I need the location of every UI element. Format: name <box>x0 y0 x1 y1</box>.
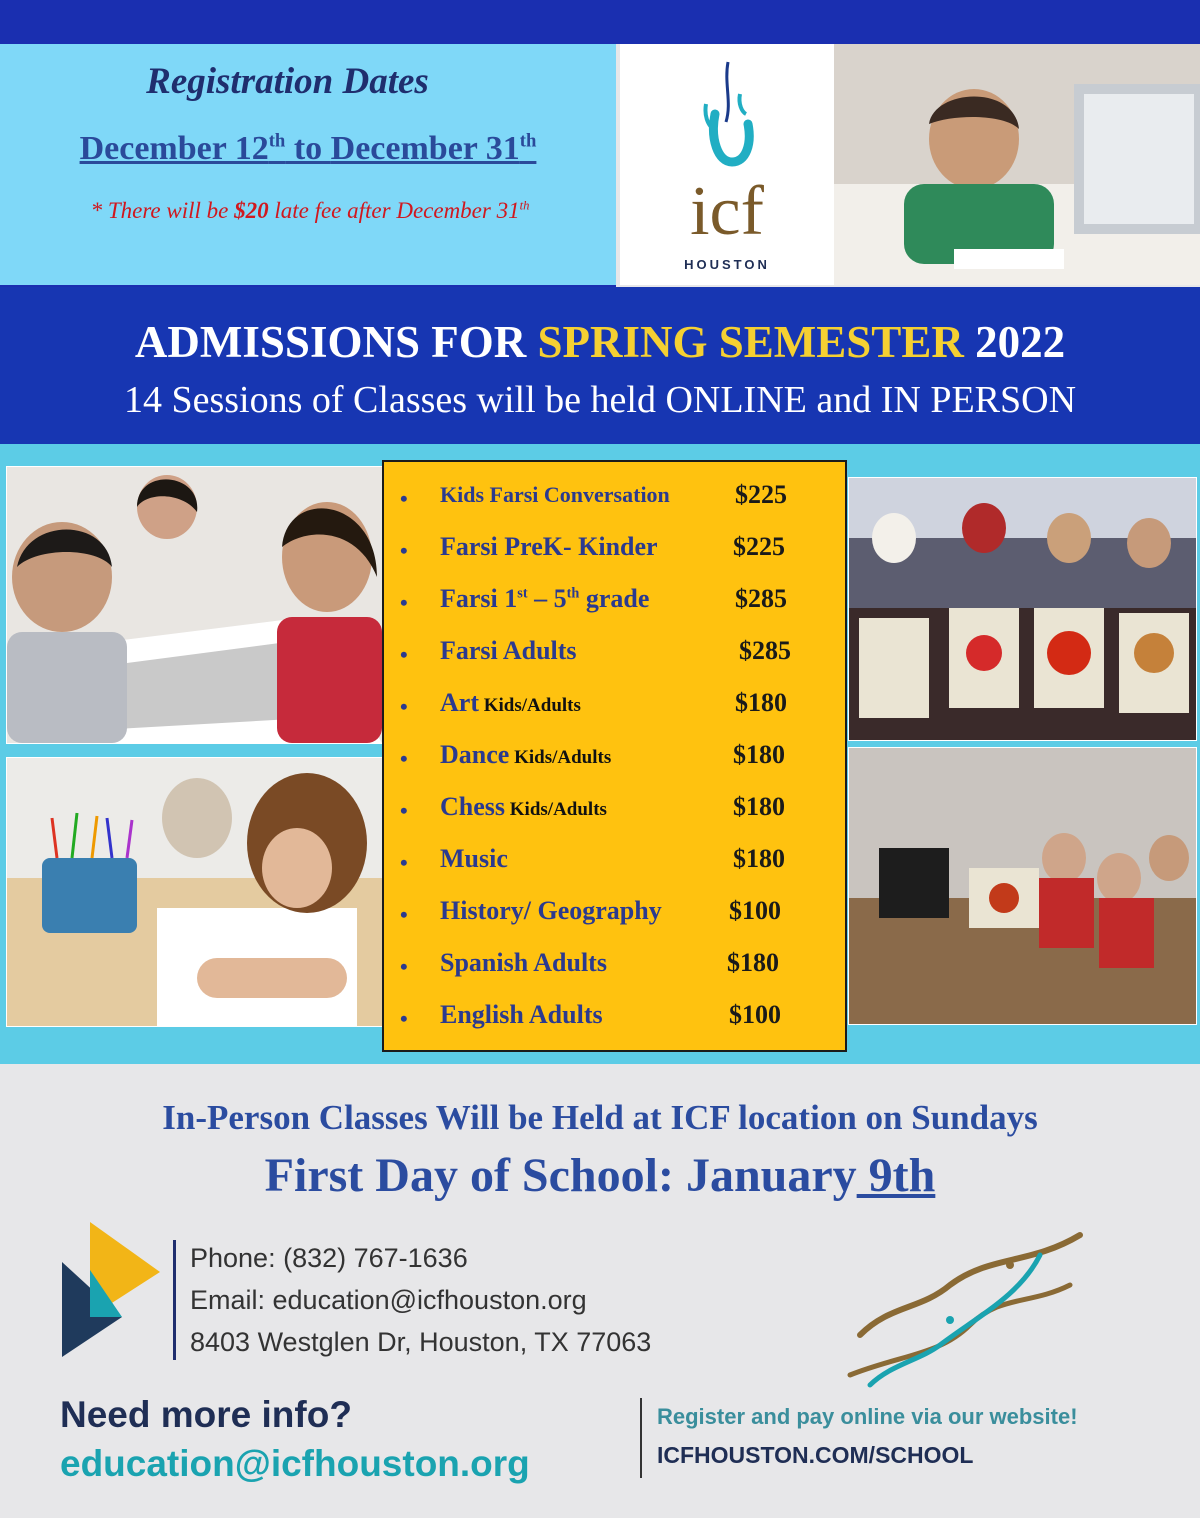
in-person-note: In-Person Classes Will be Held at ICF location on Sundays <box>162 1098 1038 1137</box>
list-item: • Farsi Adults $285 <box>400 636 791 667</box>
registration-dates: December 12th to December 31th <box>79 130 537 167</box>
logo-word: icf <box>690 173 764 250</box>
arrow-logo-icon <box>60 1222 160 1362</box>
drawing-girl-photo <box>6 757 383 1027</box>
top-bar <box>0 0 1200 44</box>
kids-sitting-photo <box>848 747 1197 1025</box>
first-day-of-school: First Day of School: January 9th <box>264 1149 936 1202</box>
register-online-text: Register and pay online via our website! <box>657 1404 1078 1429</box>
cultural-costume-photo <box>848 477 1197 741</box>
admissions-title: ADMISSIONS FOR SPRING SEMESTER 2022 <box>134 317 1066 367</box>
course-price-list <box>382 460 847 1052</box>
list-item: • Chess Kids/Adults $180 <box>400 792 785 823</box>
icf-logo <box>620 44 834 285</box>
list-item: • Spanish Adults $180 <box>400 948 779 979</box>
admissions-subtitle: 14 Sessions of Classes will be held ONLINE and IN PERSON <box>123 379 1077 421</box>
list-item: • Art Kids/Adults $180 <box>400 688 787 719</box>
need-more-info: Need more info? <box>60 1394 352 1435</box>
list-item: • Dance Kids/Adults $180 <box>400 740 785 771</box>
list-item: • English Adults $100 <box>400 1000 781 1031</box>
list-item: • Farsi PreK- Kinder $225 <box>400 532 785 563</box>
school-website-link[interactable]: ICFHOUSTON.COM/SCHOOL <box>657 1442 974 1468</box>
registration-title: Registration Dates <box>146 61 429 102</box>
list-item: • Farsi 1st – 5th grade $285 <box>400 584 787 615</box>
list-item: • History/ Geography $100 <box>400 896 781 927</box>
email-text: Email: education@icfhouston.org <box>190 1285 587 1315</box>
logo-city: HOUSTON <box>684 257 770 272</box>
boy-studying-photo <box>834 44 1200 285</box>
contact-info <box>190 1237 651 1363</box>
chess-kids-photo <box>6 466 383 744</box>
late-fee-note: * There will be $20 late fee after December 31th <box>90 198 530 223</box>
address-text: 8403 Westglen Dr, Houston, TX 77063 <box>190 1327 652 1357</box>
list-item: • Music $180 <box>400 844 785 875</box>
persian-calligraphy-icon <box>830 1225 1100 1400</box>
footer-email-link[interactable]: education@icfhouston.org <box>60 1443 530 1484</box>
list-item: • Kids Farsi Conversation $225 <box>400 480 787 511</box>
divider <box>173 1240 176 1360</box>
footer-divider <box>640 1398 642 1478</box>
phone-text: Phone: (832) 767-1636 <box>190 1243 468 1273</box>
